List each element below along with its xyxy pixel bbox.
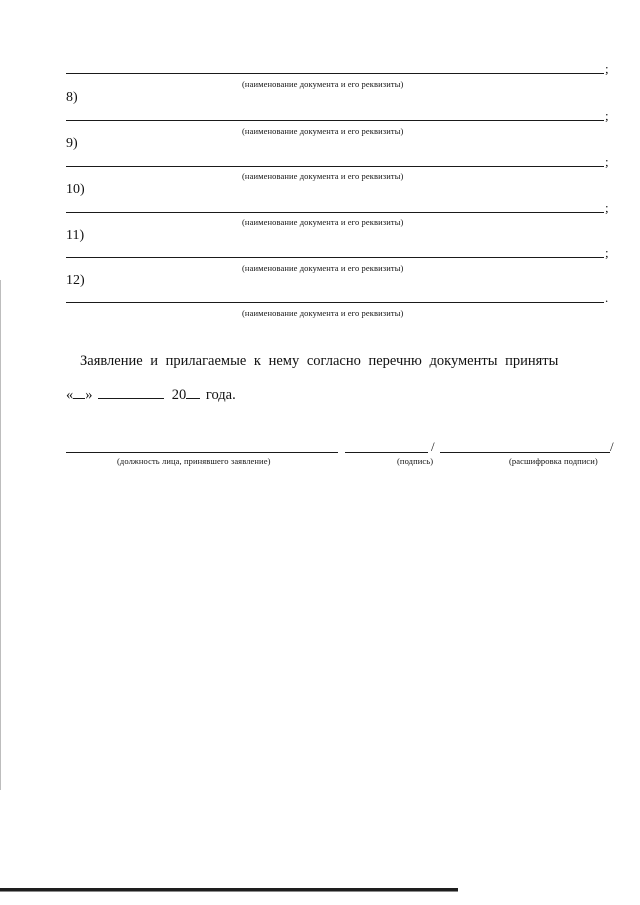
signature-separator: /: [431, 439, 435, 454]
scan-margin-line: [0, 280, 1, 790]
document-name-caption: (наименование документа и его реквизиты): [242, 79, 404, 89]
entry-number-12: 12): [66, 273, 85, 288]
position-line[interactable]: [66, 452, 338, 453]
year-prefix: 20: [171, 387, 187, 403]
signature-caption: (подпись): [397, 456, 434, 466]
document-name-caption: (наименование документа и его реквизиты): [242, 308, 404, 318]
document-name-line-10[interactable]: [66, 212, 604, 213]
document-name-caption: (наименование документа и его реквизиты): [242, 126, 404, 136]
entry-number-9: 9): [66, 136, 78, 151]
document-name-caption: (наименование документа и его реквизиты): [242, 263, 404, 273]
position-caption: (должность лица, принявшего заявление): [117, 456, 271, 466]
document-name-line-12[interactable]: [66, 302, 604, 303]
date-close-quote: »: [85, 387, 93, 403]
entry-number-10: 10): [66, 182, 85, 197]
line-end-period: .: [605, 290, 609, 305]
month-blank[interactable]: [98, 386, 164, 399]
document-name-line-8[interactable]: [66, 120, 604, 121]
document-name-line-9[interactable]: [66, 166, 604, 167]
signature-line[interactable]: [345, 452, 428, 453]
line-end-semicolon: ;: [605, 108, 609, 123]
document-name-line-7[interactable]: [66, 73, 604, 74]
acceptance-statement: Заявление и прилагаемые к нему согласно перечню документы приняты: [80, 353, 559, 369]
scan-bottom-edge-shadow: [0, 891, 458, 892]
signature-closing-slash: /: [610, 439, 614, 454]
line-end-semicolon: ;: [605, 245, 609, 260]
document-name-line-11[interactable]: [66, 257, 604, 258]
decoding-caption: (расшифровка подписи): [509, 456, 598, 466]
date-open-quote: «: [66, 387, 74, 403]
entry-number-11: 11): [66, 228, 85, 243]
acceptance-date-line: [66, 386, 236, 404]
signature-decoding-line[interactable]: [440, 452, 610, 453]
line-end-semicolon: ;: [605, 200, 609, 215]
date-suffix: года.: [205, 387, 236, 403]
year-blank[interactable]: [186, 386, 200, 399]
line-end-semicolon: ;: [605, 154, 609, 169]
day-blank[interactable]: [73, 386, 85, 399]
line-end-semicolon: ;: [605, 61, 609, 76]
entry-number-8: 8): [66, 90, 78, 105]
document-name-caption: (наименование документа и его реквизиты): [242, 171, 404, 181]
document-name-caption: (наименование документа и его реквизиты): [242, 217, 404, 227]
